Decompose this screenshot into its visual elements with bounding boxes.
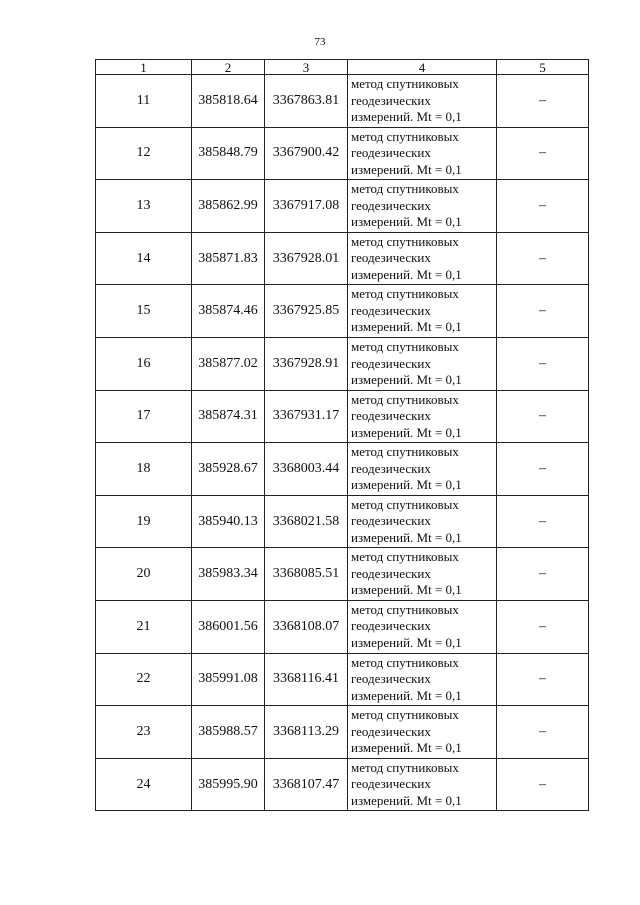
- point-number-cell: 21: [96, 600, 192, 653]
- point-number-cell: 17: [96, 390, 192, 443]
- table-row: [96, 390, 589, 443]
- point-number-cell: 11: [96, 75, 192, 128]
- point-number-cell: 13: [96, 180, 192, 233]
- y-coordinate-cell: 3368107.47: [265, 758, 348, 811]
- table-row: [96, 758, 589, 811]
- x-coordinate-cell: 385988.57: [192, 706, 265, 759]
- x-coordinate-cell: 385983.34: [192, 548, 265, 601]
- column-header-4: 4: [348, 60, 497, 75]
- x-coordinate-cell: 386001.56: [192, 600, 265, 653]
- coordinates-table: [95, 59, 589, 811]
- table-row: [96, 75, 589, 128]
- y-coordinate-cell: 3368108.07: [265, 600, 348, 653]
- method-cell: метод спутниковых геодезических измерений. Mt = 0,1: [348, 232, 497, 285]
- y-coordinate-cell: 3367928.91: [265, 337, 348, 390]
- method-cell: метод спутниковых геодезических измерений. Mt = 0,1: [348, 706, 497, 759]
- column-header-2: 2: [192, 60, 265, 75]
- point-number-cell: 22: [96, 653, 192, 706]
- note-cell: –: [497, 706, 589, 759]
- y-coordinate-cell: 3367931.17: [265, 390, 348, 443]
- y-coordinate-cell: 3367900.42: [265, 127, 348, 180]
- note-cell: –: [497, 495, 589, 548]
- point-number-cell: 18: [96, 443, 192, 496]
- method-cell: метод спутниковых геодезических измерений. Mt = 0,1: [348, 75, 497, 128]
- note-cell: –: [497, 127, 589, 180]
- x-coordinate-cell: 385995.90: [192, 758, 265, 811]
- point-number-cell: 24: [96, 758, 192, 811]
- table-row: [96, 653, 589, 706]
- method-cell: метод спутниковых геодезических измерений. Mt = 0,1: [348, 548, 497, 601]
- note-cell: –: [497, 337, 589, 390]
- note-cell: –: [497, 758, 589, 811]
- table-row: [96, 180, 589, 233]
- table-row: [96, 127, 589, 180]
- note-cell: –: [497, 443, 589, 496]
- column-header-5: 5: [497, 60, 589, 75]
- method-cell: метод спутниковых геодезических измерений. Mt = 0,1: [348, 758, 497, 811]
- method-cell: метод спутниковых геодезических измерений. Mt = 0,1: [348, 390, 497, 443]
- method-cell: метод спутниковых геодезических измерений. Mt = 0,1: [348, 600, 497, 653]
- point-number-cell: 14: [96, 232, 192, 285]
- column-header-3: 3: [265, 60, 348, 75]
- method-cell: метод спутниковых геодезических измерений. Mt = 0,1: [348, 443, 497, 496]
- table-row: [96, 232, 589, 285]
- y-coordinate-cell: 3368003.44: [265, 443, 348, 496]
- table-row: [96, 285, 589, 338]
- y-coordinate-cell: 3368116.41: [265, 653, 348, 706]
- point-number-cell: 20: [96, 548, 192, 601]
- y-coordinate-cell: 3367917.08: [265, 180, 348, 233]
- point-number-cell: 16: [96, 337, 192, 390]
- x-coordinate-cell: 385991.08: [192, 653, 265, 706]
- y-coordinate-cell: 3368021.58: [265, 495, 348, 548]
- note-cell: –: [497, 390, 589, 443]
- x-coordinate-cell: 385877.02: [192, 337, 265, 390]
- table-row: [96, 548, 589, 601]
- y-coordinate-cell: 3367863.81: [265, 75, 348, 128]
- y-coordinate-cell: 3367928.01: [265, 232, 348, 285]
- note-cell: –: [497, 653, 589, 706]
- note-cell: –: [497, 232, 589, 285]
- method-cell: метод спутниковых геодезических измерений. Mt = 0,1: [348, 337, 497, 390]
- method-cell: метод спутниковых геодезических измерений. Mt = 0,1: [348, 127, 497, 180]
- table-row: [96, 337, 589, 390]
- point-number-cell: 12: [96, 127, 192, 180]
- y-coordinate-cell: 3368113.29: [265, 706, 348, 759]
- note-cell: –: [497, 180, 589, 233]
- page-number: 73: [314, 36, 326, 48]
- x-coordinate-cell: 385874.46: [192, 285, 265, 338]
- x-coordinate-cell: 385874.31: [192, 390, 265, 443]
- x-coordinate-cell: 385862.99: [192, 180, 265, 233]
- y-coordinate-cell: 3367925.85: [265, 285, 348, 338]
- x-coordinate-cell: 385928.67: [192, 443, 265, 496]
- x-coordinate-cell: 385848.79: [192, 127, 265, 180]
- point-number-cell: 15: [96, 285, 192, 338]
- note-cell: –: [497, 285, 589, 338]
- method-cell: метод спутниковых геодезических измерений. Mt = 0,1: [348, 653, 497, 706]
- table-header-row: [96, 60, 589, 75]
- note-cell: –: [497, 548, 589, 601]
- y-coordinate-cell: 3368085.51: [265, 548, 348, 601]
- point-number-cell: 19: [96, 495, 192, 548]
- x-coordinate-cell: 385940.13: [192, 495, 265, 548]
- table-row: [96, 706, 589, 759]
- method-cell: метод спутниковых геодезических измерений. Mt = 0,1: [348, 180, 497, 233]
- x-coordinate-cell: 385871.83: [192, 232, 265, 285]
- table-row: [96, 443, 589, 496]
- method-cell: метод спутниковых геодезических измерений. Mt = 0,1: [348, 495, 497, 548]
- table-row: [96, 495, 589, 548]
- table-row: [96, 600, 589, 653]
- method-cell: метод спутниковых геодезических измерений. Mt = 0,1: [348, 285, 497, 338]
- x-coordinate-cell: 385818.64: [192, 75, 265, 128]
- note-cell: –: [497, 600, 589, 653]
- note-cell: –: [497, 75, 589, 128]
- point-number-cell: 23: [96, 706, 192, 759]
- column-header-1: 1: [96, 60, 192, 75]
